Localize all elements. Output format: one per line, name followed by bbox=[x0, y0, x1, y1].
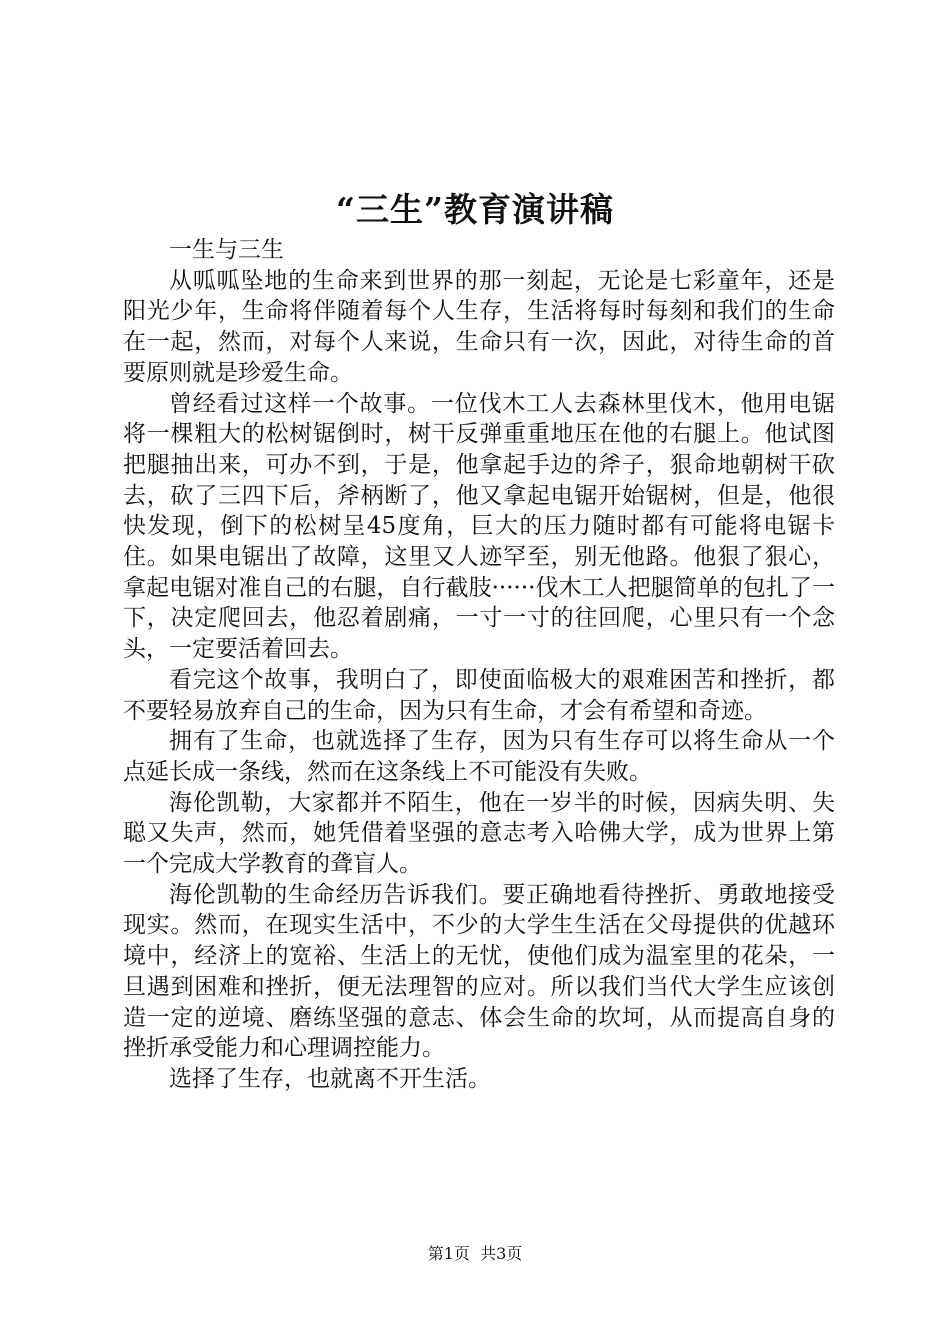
paragraph: 看完这个故事，我明白了，即使面临极大的艰难困苦和挫折，都不要轻易放弃自己的生命，因为只有生命，才会有希望和奇迹。 bbox=[123, 666, 835, 724]
paragraph: 海伦凯勒的生命经历告诉我们。要正确地看待挫折、勇敢地接受现实。然而，在现实生活中，不少的大学生生活在父母提供的优越环境中，经济上的宽裕、生活上的无忧，使他们成为温室里的花朵，一旦遇到困难和挫折，便无法理智的应对。所以我们当代大学生应该创造一定的逆境、磨练坚强的意志、体会生命的坎坷，从而提高自身的挫折承受能力和心理调控能力。 bbox=[123, 881, 835, 1062]
paragraph: 选择了生存，也就离不开生活。 bbox=[169, 1065, 491, 1092]
paragraph: 曾经看过这样一个故事。一位伐木工人去森林里伐木，他用电锯将一棵粗大的松树锯倒时，树干反弹重重地压在他的右腿上。他试图把腿抽出来，可办不到，于是，他拿起手边的斧子，狠命地朝树干砍去，砍了三四下后，斧柄断了，他又拿起电锯开始锯树，但是，他很快发现，倒下的松树呈45度角，巨大的压力随时都有可能将电锯卡住。如果电锯出了故障，这里又人迹罕至，别无他路。他狠了狠心，拿起电锯对准自己的右腿，自行截肢······伐木工人把腿简单的包扎了一下，决定爬回去，他忍着剧痛，一寸一寸的往回爬，心里只有一个念头，一定要活着回去。 bbox=[123, 390, 835, 663]
page-footer bbox=[0, 1243, 950, 1265]
footer-spacer bbox=[470, 1244, 480, 1263]
page-total: 共3页 bbox=[480, 1244, 523, 1263]
document-body bbox=[123, 235, 835, 1095]
paragraph: 海伦凯勒，大家都并不陌生，他在一岁半的时候，因病失明、失聪又失声，然而，她凭借着坚强的意志考入哈佛大学，成为世界上第一个完成大学教育的聋盲人。 bbox=[123, 789, 835, 878]
section-heading: 一生与三生 bbox=[169, 237, 284, 263]
paragraph: 从呱呱坠地的生命来到世界的那一刻起，无论是七彩童年，还是阳光少年，生命将伴随着每个人生存，生活将每时每刻和我们的生命在一起，然而，对每个人来说，生命只有一次，因此，对待生命的首要原则就是珍爱生命。 bbox=[123, 267, 835, 386]
paragraph: 拥有了生命，也就选择了生存，因为只有生存可以将生命从一个点延长成一条线，然而在这条线上不可能没有失败。 bbox=[123, 728, 835, 785]
page-number: 第1页 bbox=[427, 1244, 470, 1263]
document-title: “三生”教育演讲稿 bbox=[336, 190, 614, 229]
